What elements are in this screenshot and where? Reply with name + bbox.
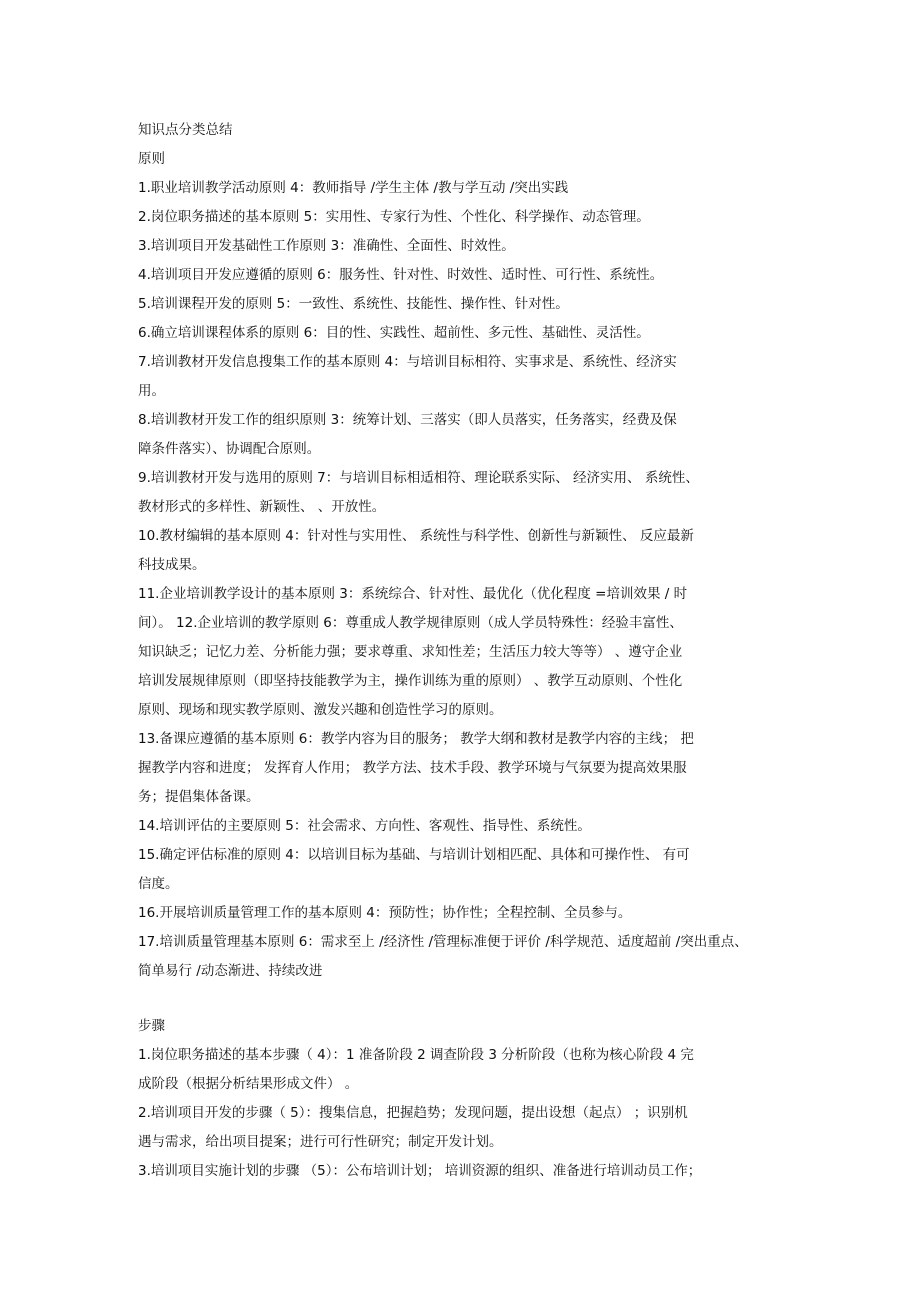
- list-item: [138, 1041, 788, 1099]
- list-item: 4.培训项目开发应遵循的原则 6：服务性、针对性、时效性、适时性、可行性、系统性。: [138, 267, 664, 283]
- list-item: 3.培训项目开发基础性工作原则 3：准确性、全面性、时效性。: [138, 238, 515, 254]
- list-item-line: 9.培训教材开发与选用的原则 7：与培训目标相适相符、理论联系实际、 经济实用、 系统性、: [138, 470, 699, 486]
- list-item: 3.培训项目实施计划的步骤 （5）：公布培训计划； 培训资源的组织、准备进行培训动员工作；: [138, 1163, 702, 1179]
- principles-list: [138, 174, 788, 986]
- list-item-line: 15.确定评估标准的原则 4：以培训目标为基础、与培训计划相匹配、具体和可操作性、 有可: [138, 847, 690, 863]
- list-item: [138, 406, 788, 464]
- list-item-line: 用。: [138, 383, 165, 399]
- section-heading-principles: 原则: [138, 151, 165, 167]
- list-item-line: 13.备课应遵循的基本原则 6：教学内容为目的服务； 教学大纲和教材是教学内容的主线； 把: [138, 731, 694, 747]
- list-item: 2.岗位职务描述的基本原则 5：实用性、专家行为性、个性化、科学操作、动态管理。: [138, 209, 650, 225]
- list-item-line: 障条件落实）、协调配合原则。: [138, 441, 321, 457]
- list-item: 6.确立培训课程体系的原则 6：目的性、实践性、超前性、多元性、基础性、灵活性。: [138, 325, 650, 341]
- list-item: [138, 1099, 788, 1157]
- list-item: [138, 580, 788, 725]
- list-item-line: 10.教材编辑的基本原则 4：针对性与实用性、 系统性与科学性、创新性与新颖性、 反应最新: [138, 528, 694, 544]
- list-item-line: 间）。 12.企业培训的教学原则 6：尊重成人教学规律原则（成人学员特殊性：经验丰富性、: [138, 615, 683, 631]
- list-item-line: 8.培训教材开发工作的组织原则 3：统筹计划、三落实（即人员落实，任务落实，经费及保: [138, 412, 677, 428]
- list-item: 14.培训评估的主要原则 5：社会需求、方向性、客观性、指导性、系统性。: [138, 818, 591, 834]
- list-item-line: 信度。: [138, 876, 179, 892]
- doc-title: 知识点分类总结: [138, 122, 233, 138]
- list-item: [138, 464, 788, 522]
- list-item-line: 教材形式的多样性、新颖性、 、开放性。: [138, 499, 386, 515]
- list-item: 5.培训课程开发的原则 5：一致性、系统性、技能性、操作性、针对性。: [138, 296, 569, 312]
- section-gap: [138, 986, 788, 1012]
- list-item-line: 成阶段（根据分析结果形成文件） 。: [138, 1076, 359, 1092]
- list-item: [138, 928, 788, 986]
- list-item-line: 11.企业培训教学设计的基本原则 3：系统综合、针对性、最优化（优化程度 =培训效果 / 时: [138, 586, 688, 602]
- list-item: [138, 522, 788, 580]
- list-item: 16.开展培训质量管理工作的基本原则 4：预防性；协作性；全程控制、全员参与。: [138, 905, 632, 921]
- list-item-line: 科技成果。: [138, 557, 206, 573]
- list-item: [138, 725, 788, 812]
- list-item-line: 原则、现场和现实教学原则、激发兴趣和创造性学习的原则。: [138, 702, 503, 718]
- list-item-line: 务；提倡集体备课。: [138, 789, 260, 805]
- list-item: [138, 841, 788, 899]
- section-heading-steps: 步骤: [138, 1018, 165, 1034]
- list-item-line: 2.培训项目开发的步骤（ 5）：搜集信息，把握趋势；发现问题，提出设想（起点） ；识别机: [138, 1105, 688, 1121]
- list-item-line: 1.岗位职务描述的基本步骤（ 4）：1 准备阶段 2 调查阶段 3 分析阶段（也称为核心阶段 4 完: [138, 1047, 694, 1063]
- document-body: [138, 116, 788, 1186]
- list-item-line: 简单易行 /动态渐进、持续改进: [138, 963, 323, 979]
- list-item-line: 7.培训教材开发信息搜集工作的基本原则 4：与培训目标相符、实事求是、系统性、经济实: [138, 354, 677, 370]
- list-item-line: 握教学内容和进度； 发挥育人作用； 教学方法、技术手段、教学环境与气氛要为提高效果服: [138, 760, 687, 776]
- steps-list: [138, 1041, 788, 1186]
- list-item-line: 遇与需求，给出项目提案；进行可行性研究；制定开发计划。: [138, 1134, 503, 1150]
- list-item: 1.职业培训教学活动原则 4：教师指导 /学生主体 /教与学互动 /突出实践: [138, 180, 569, 196]
- list-item-line: 知识缺乏；记忆力差、分析能力强；要求尊重、求知性差；生活压力较大等等） 、遵守企业: [138, 644, 683, 660]
- list-item-line: 培训发展规律原则（即坚持技能教学为主，操作训练为重的原则） 、教学互动原则、个性化: [138, 673, 683, 689]
- list-item-line: 17.培训质量管理基本原则 6：需求至上 /经济性 /管理标准便于评价 /科学规范、适度超前 /突出重点、: [138, 934, 748, 950]
- list-item: [138, 348, 788, 406]
